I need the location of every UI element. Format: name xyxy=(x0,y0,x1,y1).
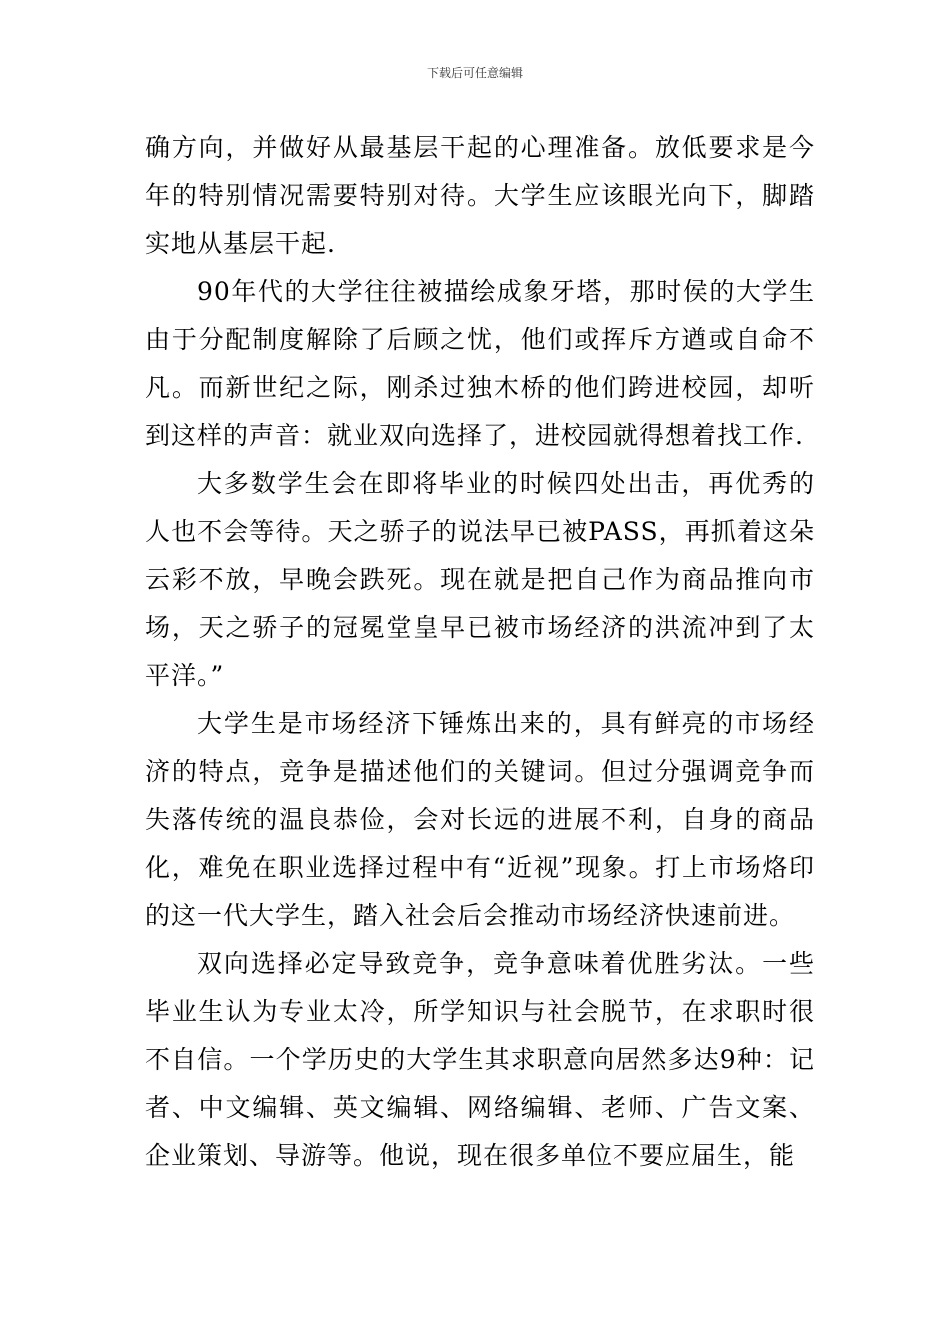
page-header: 下载后可任意编辑 xyxy=(426,66,523,80)
document-body xyxy=(145,124,815,1180)
paragraph-5: 双向选择必定导致竞争，竞争意味着优胜劣汰。一些毕业生认为专业太冷，所学知识与社会脱节，在求职时很不自信。一个学历史的大学生其求职意向居然多达9种：记者、中文编辑、英文编辑、网络编辑、老师、广告文案、企业策划、导游等。他说，现在很多单位不要应届生，能 xyxy=(145,949,815,1170)
paragraph-4: 大学生是市场经济下锤炼出来的，具有鲜亮的市场经济的特点，竞争是描述他们的关键词。但过分强调竞争而失落传统的温良恭俭，会对长远的进展不利，自身的商品化，难免在职业选择过程中有“近视”现象。打上市场烙印的这一代大学生，踏入社会后会推动市场经济快速前进。 xyxy=(145,709,815,930)
paragraph-2: 90年代的大学往往被描绘成象牙塔，那时侯的大学生由于分配制度解除了后顾之忧，他们或挥斥方遒或自命不凡。而新世纪之际，刚杀过独木桥的他们跨进校园，却听到这样的声音：就业双向选择了，进校园就得想着找工作. xyxy=(145,277,815,450)
paragraph-1: 确方向，并做好从最基层干起的心理准备。放低要求是今年的特别情况需要特别对待。大学生应该眼光向下，脚踏实地从基层干起. xyxy=(145,133,815,258)
paragraph-3: 大多数学生会在即将毕业的时候四处出击，再优秀的人也不会等待。天之骄子的说法早已被PASS，再抓着这朵云彩不放，早晚会跌死。现在就是把自己作为商品推向市场，天之骄子的冠冕堂皇早已被市场经济的洪流冲到了太平洋。” xyxy=(145,469,815,690)
